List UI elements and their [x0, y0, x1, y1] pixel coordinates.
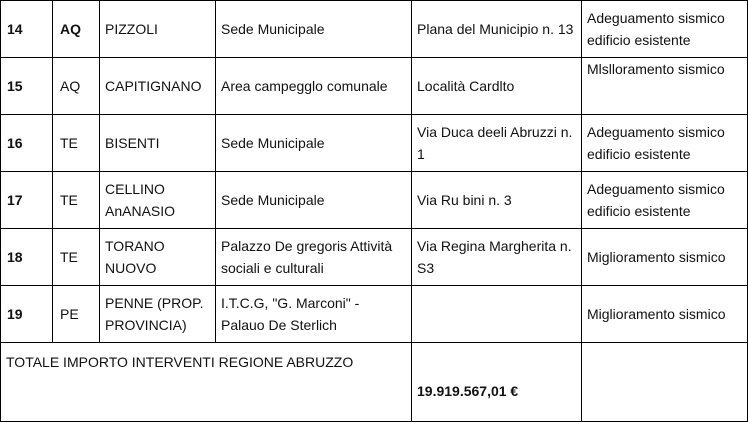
intervento-cell: Miglioramento sismico [582, 286, 748, 343]
intervento-cell: Adeguamento sismico edificio esistente [582, 1, 748, 58]
table-row [1, 286, 748, 343]
comune-cell: CAPITIGNANO [100, 58, 216, 115]
total-row [1, 343, 748, 422]
intervento-cell: Adeguamento sismico edificio esistente [582, 172, 748, 229]
row-number: 18 [1, 229, 53, 286]
row-number: 16 [1, 115, 53, 172]
sede-cell: Palazzo De gregoris Attività sociali e culturali [216, 229, 412, 286]
province-code: AQ [53, 1, 100, 58]
comune-cell: CELLINO AnANASIO [100, 172, 216, 229]
province-code: TE [53, 229, 100, 286]
row-number: 17 [1, 172, 53, 229]
indirizzo-cell: Plana del Municipio n. 13 [412, 1, 582, 58]
table-row [1, 1, 748, 58]
intervento-cell: Adeguamento sismico edificio esistente [582, 115, 748, 172]
comune-cell: PIZZOLI [100, 1, 216, 58]
province-code: PE [53, 286, 100, 343]
indirizzo-cell: Località Cardlto [412, 58, 582, 115]
sede-cell: Sede Municipale [216, 115, 412, 172]
total-label: TOTALE IMPORTO INTERVENTI REGIONE ABRUZZO [1, 343, 412, 422]
table-row [1, 115, 748, 172]
indirizzo-cell: Via Duca deeli Abruzzi n. 1 [412, 115, 582, 172]
total-empty-cell [582, 343, 748, 422]
intervento-cell: Miglioramento sismico [582, 229, 748, 286]
province-code: AQ [53, 58, 100, 115]
table-row [1, 229, 748, 286]
indirizzo-cell: Via Ru bini n. 3 [412, 172, 582, 229]
indirizzo-cell [412, 286, 582, 343]
sede-cell: Sede Municipale [216, 172, 412, 229]
sede-cell: Area campegglo comunale [216, 58, 412, 115]
province-code: TE [53, 172, 100, 229]
table-row [1, 58, 748, 115]
province-code: TE [53, 115, 100, 172]
comune-cell: BISENTI [100, 115, 216, 172]
sede-cell: Sede Municipale [216, 1, 412, 58]
row-number: 19 [1, 286, 53, 343]
row-number: 14 [1, 1, 53, 58]
sede-cell: I.T.C.G, "G. Marconi" - Palauo De Sterlich [216, 286, 412, 343]
row-number: 15 [1, 58, 53, 115]
comune-cell: TORANO NUOVO [100, 229, 216, 286]
total-amount: 19.919.567,01 € [412, 343, 582, 422]
indirizzo-cell: Via Regina Margherita n. S3 [412, 229, 582, 286]
table-row [1, 172, 748, 229]
intervento-cell: Mlslloramento sismico [582, 58, 748, 115]
comune-cell: PENNE (PROP. PROVINCIA) [100, 286, 216, 343]
